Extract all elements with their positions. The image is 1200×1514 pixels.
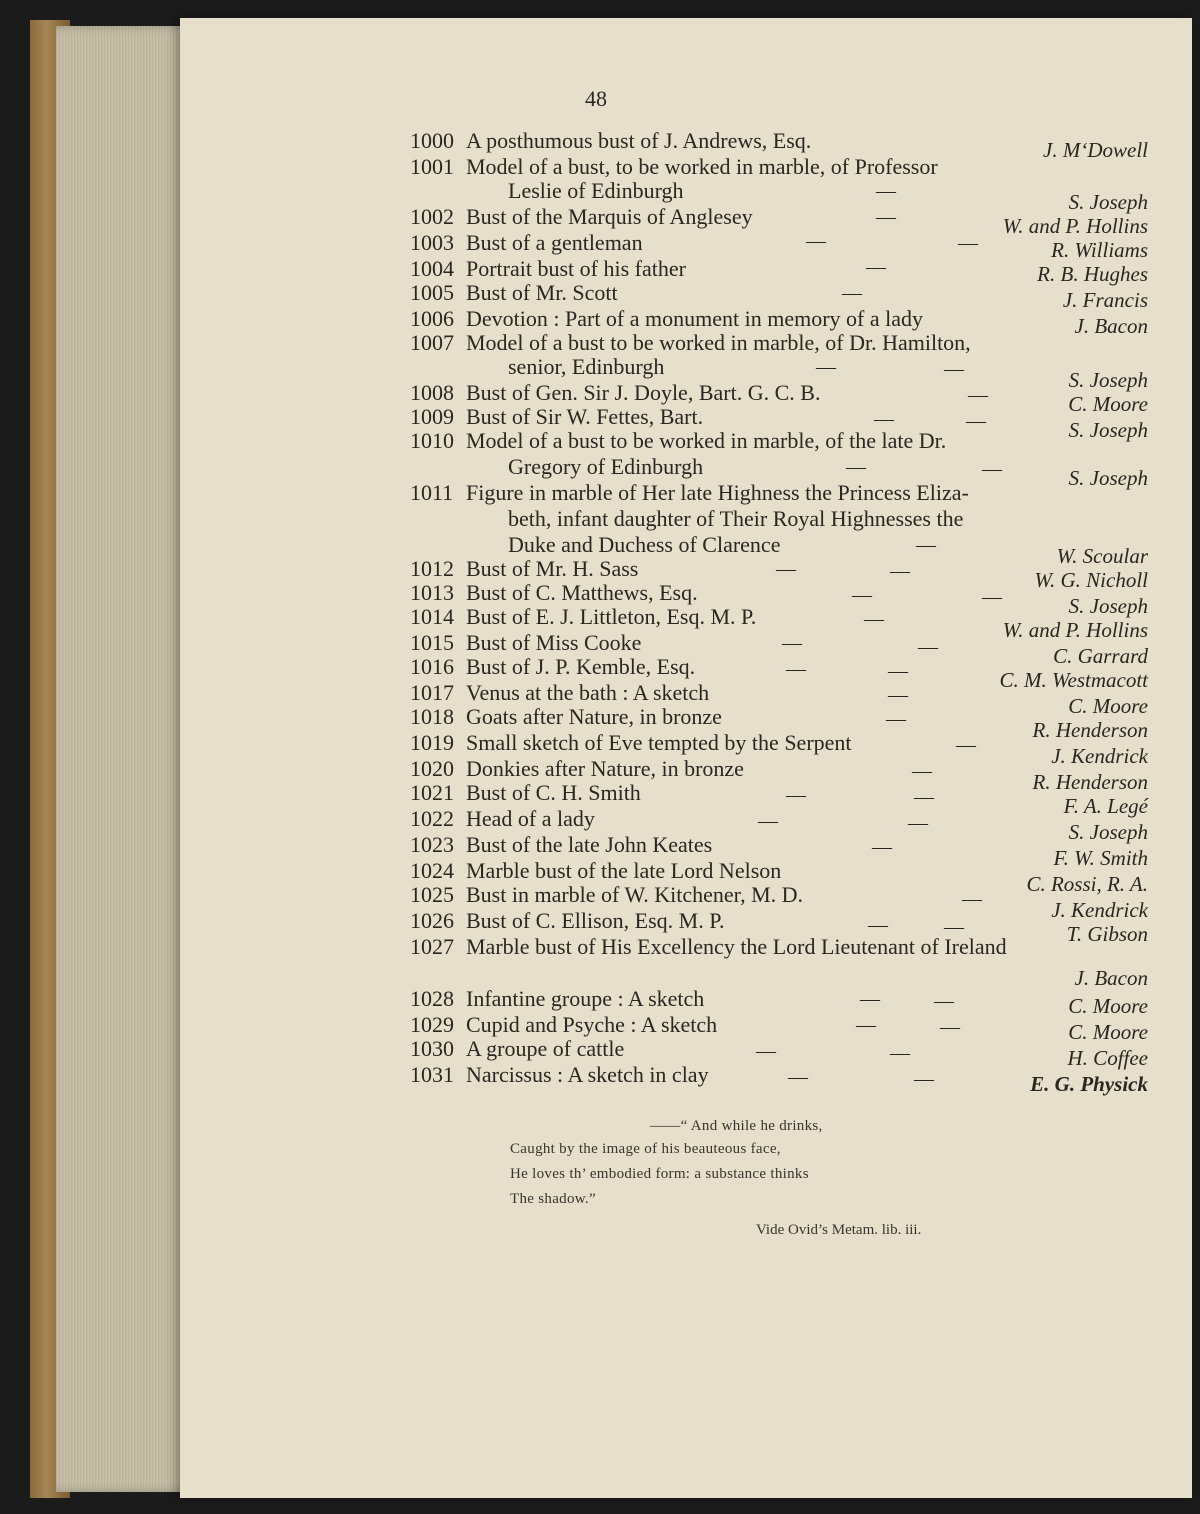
entry-artist: T. Gibson bbox=[1066, 922, 1148, 946]
entry-title: Infantine groupe : A sketch bbox=[466, 986, 705, 1011]
entry-artist: J. Bacon bbox=[1074, 314, 1148, 338]
entry-artist: S. Joseph bbox=[1068, 368, 1148, 392]
entry-artist: C. Moore bbox=[1068, 392, 1148, 416]
dash: — bbox=[852, 584, 872, 606]
entry-artist: C. Moore bbox=[1068, 1020, 1148, 1044]
dash: — bbox=[856, 1014, 876, 1036]
entry-title: Bust of Miss Cooke bbox=[466, 630, 642, 655]
dash: — bbox=[934, 990, 954, 1012]
dash: — bbox=[776, 558, 796, 580]
entry-artist: R. B. Hughes bbox=[1037, 262, 1148, 286]
entry-artist: F. A. Legé bbox=[1063, 794, 1148, 818]
entry-title-continued: Gregory of Edinburgh bbox=[508, 454, 704, 479]
entry-artist: J. M‘Dowell bbox=[1043, 138, 1148, 162]
entry-title: Marble bust of His Excellency the Lord Lieutenant of Ireland bbox=[466, 934, 1007, 959]
entry-artist: S. Joseph bbox=[1068, 820, 1148, 844]
entry-number: 1001 bbox=[410, 154, 454, 179]
dash: — bbox=[864, 608, 884, 630]
entry-title: A groupe of cattle bbox=[466, 1036, 625, 1061]
dash: — bbox=[966, 410, 986, 432]
entry-title: Bust of C. Matthews, Esq. bbox=[466, 580, 698, 605]
dash: — bbox=[816, 356, 836, 378]
entry-artist: R. Williams bbox=[1051, 238, 1148, 262]
dash: — bbox=[860, 988, 880, 1010]
entry-number: 1009 bbox=[410, 404, 454, 429]
entry-number: 1015 bbox=[410, 630, 454, 655]
entry-number: 1026 bbox=[410, 908, 454, 933]
entry-number: 1004 bbox=[410, 256, 454, 281]
dash: — bbox=[890, 560, 910, 582]
dash: — bbox=[890, 1042, 910, 1064]
entry-title: Portrait bust of his father bbox=[466, 256, 686, 281]
entry-artist: J. Bacon bbox=[1074, 966, 1148, 990]
entry-number: 1025 bbox=[410, 882, 454, 907]
dash: — bbox=[788, 1066, 808, 1088]
entry-artist: J. Kendrick bbox=[1051, 898, 1148, 922]
entry-number: 1003 bbox=[410, 230, 454, 255]
entry-title: Bust of Sir W. Fettes, Bart. bbox=[466, 404, 704, 429]
entry-number: 1010 bbox=[410, 428, 454, 453]
entry-title-continued: Duke and Duchess of Clarence bbox=[508, 532, 781, 557]
dash: — bbox=[958, 232, 978, 254]
entry-title: Bust of E. J. Littleton, Esq. M. P. bbox=[466, 604, 757, 629]
entry-artist: E. G. Physick bbox=[1030, 1072, 1148, 1096]
entry-title: Bust of C. Ellison, Esq. M. P. bbox=[466, 908, 725, 933]
entry-number: 1030 bbox=[410, 1036, 454, 1061]
entry-title-continued: Leslie of Edinburgh bbox=[508, 178, 684, 203]
dash: — bbox=[888, 660, 908, 682]
quote-citation: Vide Ovid’s Metam. lib. iii. bbox=[756, 1222, 922, 1238]
entry-number: 1019 bbox=[410, 730, 454, 755]
dash: — bbox=[756, 1040, 776, 1062]
page-number: 48 bbox=[585, 86, 607, 111]
entry-title-continued: beth, infant daughter of Their Royal Highnesses the bbox=[508, 506, 964, 531]
entry-artist: C. Moore bbox=[1068, 994, 1148, 1018]
dash: — bbox=[916, 534, 936, 556]
entry-title: Small sketch of Eve tempted by the Serpent bbox=[466, 730, 852, 755]
entry-title: Figure in marble of Her late Highness the Princess Eliza- bbox=[466, 480, 969, 505]
entry-number: 1018 bbox=[410, 704, 454, 729]
entry-artist: C. Garrard bbox=[1053, 644, 1148, 668]
entry-title: Goats after Nature, in bronze bbox=[466, 704, 722, 729]
dash: — bbox=[782, 632, 802, 654]
entry-title: Cupid and Psyche : A sketch bbox=[466, 1012, 718, 1037]
entry-number: 1024 bbox=[410, 858, 454, 883]
entry-title: Bust of a gentleman bbox=[466, 230, 643, 255]
entry-number: 1031 bbox=[410, 1062, 454, 1087]
entry-artist: C. Rossi, R. A. bbox=[1026, 872, 1148, 896]
dash: — bbox=[886, 708, 906, 730]
entry-artist: F. W. Smith bbox=[1053, 846, 1148, 870]
entry-title: Bust of Mr. H. Sass bbox=[466, 556, 639, 581]
entry-number: 1007 bbox=[410, 330, 454, 355]
entry-artist: W. Scoular bbox=[1056, 544, 1148, 568]
entry-artist: W. and P. Hollins bbox=[1002, 618, 1148, 642]
entry-artist: S. Joseph bbox=[1068, 418, 1148, 442]
entry-title-continued: senior, Edinburgh bbox=[508, 354, 665, 379]
entry-title: Head of a lady bbox=[466, 806, 595, 831]
entry-title: Narcissus : A sketch in clay bbox=[466, 1062, 709, 1087]
dash: — bbox=[908, 812, 928, 834]
entry-title: Marble bust of the late Lord Nelson bbox=[466, 858, 782, 883]
dash: — bbox=[758, 810, 778, 832]
entry-number: 1020 bbox=[410, 756, 454, 781]
entry-title: Bust of Mr. Scott bbox=[466, 280, 618, 305]
entry-number: 1005 bbox=[410, 280, 454, 305]
entry-artist: C. M. Westmacott bbox=[999, 668, 1148, 692]
entry-number: 1021 bbox=[410, 780, 454, 805]
dash: — bbox=[842, 282, 862, 304]
entry-artist: S. Joseph bbox=[1068, 594, 1148, 618]
entry-artist: S. Joseph bbox=[1068, 466, 1148, 490]
dash: — bbox=[944, 358, 964, 380]
dash: — bbox=[918, 636, 938, 658]
entry-title: Model of a bust, to be worked in marble, of Professor bbox=[466, 154, 938, 179]
dash: — bbox=[914, 1068, 934, 1090]
entry-number: 1014 bbox=[410, 604, 454, 629]
entry-artist: J. Francis bbox=[1062, 288, 1148, 312]
entry-number: 1028 bbox=[410, 986, 454, 1011]
dash: — bbox=[876, 206, 896, 228]
entry-number: 1022 bbox=[410, 806, 454, 831]
dash: — bbox=[866, 256, 886, 278]
entry-number: 1017 bbox=[410, 680, 454, 705]
entry-title: A posthumous bust of J. Andrews, Esq. bbox=[466, 128, 812, 153]
entry-number: 1011 bbox=[410, 480, 454, 505]
entry-number: 1013 bbox=[410, 580, 454, 605]
dash: — bbox=[876, 180, 896, 202]
entry-number: 1006 bbox=[410, 306, 454, 331]
entry-artist: J. Kendrick bbox=[1051, 744, 1148, 768]
entry-artist: C. Moore bbox=[1068, 694, 1148, 718]
entry-title: Donkies after Nature, in bronze bbox=[466, 756, 744, 781]
dash: — bbox=[982, 458, 1002, 480]
entry-title: Bust of the Marquis of Anglesey bbox=[466, 204, 753, 229]
entry-artist: R. Henderson bbox=[1032, 718, 1148, 742]
entry-number: 1002 bbox=[410, 204, 454, 229]
dash: — bbox=[846, 456, 866, 478]
entry-artist: W. and P. Hollins bbox=[1002, 214, 1148, 238]
quote-line: ——“ And while he drinks, bbox=[650, 1118, 823, 1134]
entry-title: Devotion : Part of a monument in memory of a lady bbox=[466, 306, 924, 331]
dash: — bbox=[872, 836, 892, 858]
dash: — bbox=[806, 230, 826, 252]
entry-title: Model of a bust to be worked in marble, of the late Dr. bbox=[466, 428, 947, 453]
entry-artist: H. Coffee bbox=[1067, 1046, 1148, 1070]
dash: — bbox=[868, 914, 888, 936]
entry-title: Bust of Gen. Sir J. Doyle, Bart. G. C. B. bbox=[466, 380, 821, 405]
entry-title: Bust of C. H. Smith bbox=[466, 780, 641, 805]
entry-number: 1012 bbox=[410, 556, 454, 581]
quote-line: The shadow.” bbox=[510, 1191, 596, 1207]
quote-line: Caught by the image of his beauteous face, bbox=[510, 1141, 781, 1157]
dash: — bbox=[956, 734, 976, 756]
dash: — bbox=[944, 916, 964, 938]
entry-title: Bust in marble of W. Kitchener, M. D. bbox=[466, 882, 804, 907]
entry-number: 1016 bbox=[410, 654, 454, 679]
dash: — bbox=[912, 760, 932, 782]
entry-number: 1023 bbox=[410, 832, 454, 857]
entry-title: Venus at the bath : A sketch bbox=[466, 680, 710, 705]
dash: — bbox=[968, 384, 988, 406]
dash: — bbox=[888, 684, 908, 706]
dash: — bbox=[874, 408, 894, 430]
entry-artist: R. Henderson bbox=[1032, 770, 1148, 794]
entry-artist: W. G. Nicholl bbox=[1034, 568, 1148, 592]
dash: — bbox=[962, 888, 982, 910]
entry-number: 1008 bbox=[410, 380, 454, 405]
entry-number: 1000 bbox=[410, 128, 454, 153]
quote-line: He loves th’ embodied form: a substance thinks bbox=[510, 1166, 809, 1182]
entry-number: 1027 bbox=[410, 934, 454, 959]
dash: — bbox=[940, 1016, 960, 1038]
entry-title: Bust of J. P. Kemble, Esq. bbox=[466, 654, 696, 679]
dash: — bbox=[914, 786, 934, 808]
dash: — bbox=[982, 586, 1002, 608]
entry-artist: S. Joseph bbox=[1068, 190, 1148, 214]
entry-title: Bust of the late John Keates bbox=[466, 832, 713, 857]
dash: — bbox=[786, 784, 806, 806]
entry-title: Model of a bust to be worked in marble, of Dr. Hamilton, bbox=[466, 330, 971, 355]
entry-number: 1029 bbox=[410, 1012, 454, 1037]
dash: — bbox=[786, 658, 806, 680]
